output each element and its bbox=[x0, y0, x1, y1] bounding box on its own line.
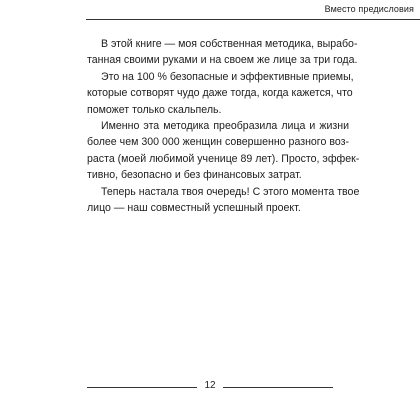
text-line: лицо — наш совместный успешный проект. bbox=[87, 202, 301, 215]
paragraph-2 bbox=[87, 69, 354, 118]
text-line: Именно эта методика преобразила лица и жизни bbox=[101, 120, 349, 133]
body-text bbox=[87, 36, 360, 216]
text-line: В этой книге — моя собственная методика, вырабо- bbox=[101, 38, 358, 50]
text-line: раста (моей любимой ученице 89 лет). Просто, эффек- bbox=[87, 152, 360, 165]
footer-rule-right bbox=[223, 387, 333, 388]
text-line: которые сотворят чудо даже тогда, когда кажется, что bbox=[87, 87, 353, 100]
text-line: поможет только скальпель. bbox=[87, 103, 222, 116]
page-footer bbox=[87, 380, 333, 396]
page-number: 12 bbox=[204, 380, 216, 391]
text-line: Это на 100 % безопасные и эффективные приемы, bbox=[101, 70, 354, 83]
text-line: более чем 300 000 женщин совершенно разного воз- bbox=[87, 136, 349, 149]
running-head-title: Вместо предисловия bbox=[324, 4, 414, 14]
paragraph-1 bbox=[87, 36, 358, 69]
running-head-rule bbox=[86, 19, 420, 20]
paragraph-3 bbox=[87, 118, 360, 184]
text-line: тивно, безопасно и без финансовых затрат. bbox=[87, 169, 302, 182]
paragraph-4 bbox=[87, 184, 360, 217]
text-line: танная своими руками и на своем же лице за три года. bbox=[87, 54, 358, 67]
running-head bbox=[0, 0, 420, 22]
text-line: Теперь настала твоя очередь! С этого момента твое bbox=[101, 185, 360, 198]
